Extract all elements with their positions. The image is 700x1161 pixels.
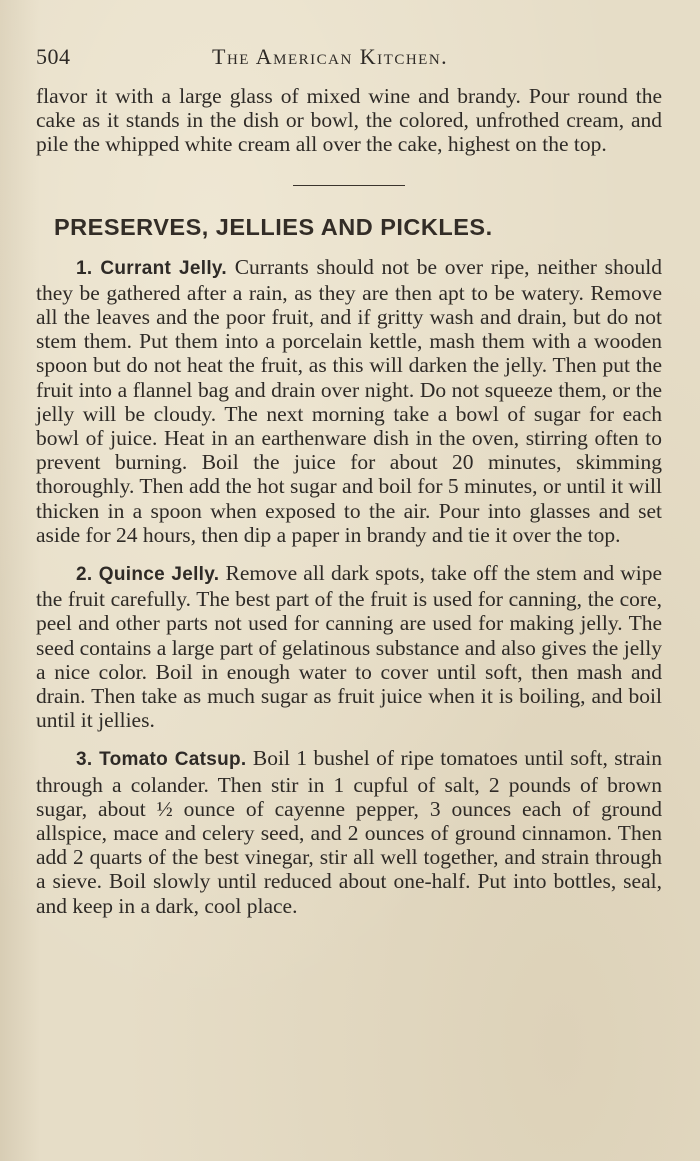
recipe-quince-jelly (36, 561, 662, 732)
recipe-text: Remove all dark spots, take off the stem and wipe the fruit carefully. The best part of the fruit is used for canning, the core, peel and other parts not used for canning are used for making jelly. The seed contains a large part of gelatinous substance and also gives the jelly a nice color. Boil in enough water to cover until soft, then mash and drain. Then take as much sugar as fruit juice when it is boiling, and boil until it jellies. (36, 561, 663, 733)
section-divider (293, 185, 405, 186)
page-number: 504 (36, 44, 71, 69)
recipe-tomato-catsup (36, 746, 662, 917)
intro-paragraph: flavor it with a large glass of mixed wine and brandy. Pour round the cake as it stands in the dish or bowl, the colored, unfrothed cream, and pile the whipped white cream all over the cake, highest on the top. (36, 84, 662, 157)
recipe-heading: 1. Currant Jelly. (76, 257, 227, 279)
recipe-text: Boil 1 bushel of ripe tomatoes until soft, strain through a colander. Then stir in 1 cupful of salt, 2 pounds of brown sugar, about ½ ounce of cayenne pepper, 3 ounces each of ground allspice, mace and celery seed, and 2 ounces of ground cinnamon. Then add 2 quarts of the best vinegar, stir all well together, and strain through a sieve. Boil slowly until reduced about one-half. Put into bottles, seal, and keep in a dark, cool place. (36, 746, 663, 918)
recipe-heading: 3. Tomato Catsup. (76, 749, 247, 771)
recipe-heading: 2. Quince Jelly. (76, 564, 220, 586)
page-body (36, 84, 662, 918)
running-head: The American Kitchen. (212, 44, 449, 69)
recipe-currant-jelly (36, 255, 662, 547)
recipe-text: Currants should not be over ripe, neither should they be gathered after a rain, as they are then apt to be watery. Remove all the leaves and the poor fruit, and if gritty wash and drain, but do not stem them. Put them into a porcelain kettle, mash them with a wooden spoon but do not heat the fruit, as this will darken the jelly. Then put the fruit into a flannel bag and drain over night. Do not squeeze them, or the jelly will be cloudy. The next morning take a bowl of sugar for each bowl of juice. Heat in an earthenware dish in the oven, stirring often to prevent burning. Boil the juice for about 20 minutes, skimming thoroughly. Then add the hot sugar and boil for 5 minutes, or until it will thicken in a spoon when exposed to the air. Pour into glasses and set aside for 24 hours, then dip a paper in brandy and tie it over the top. (36, 254, 663, 547)
page-header (36, 44, 664, 72)
section-title: PRESERVES, JELLIES AND PICKLES. (54, 213, 493, 240)
